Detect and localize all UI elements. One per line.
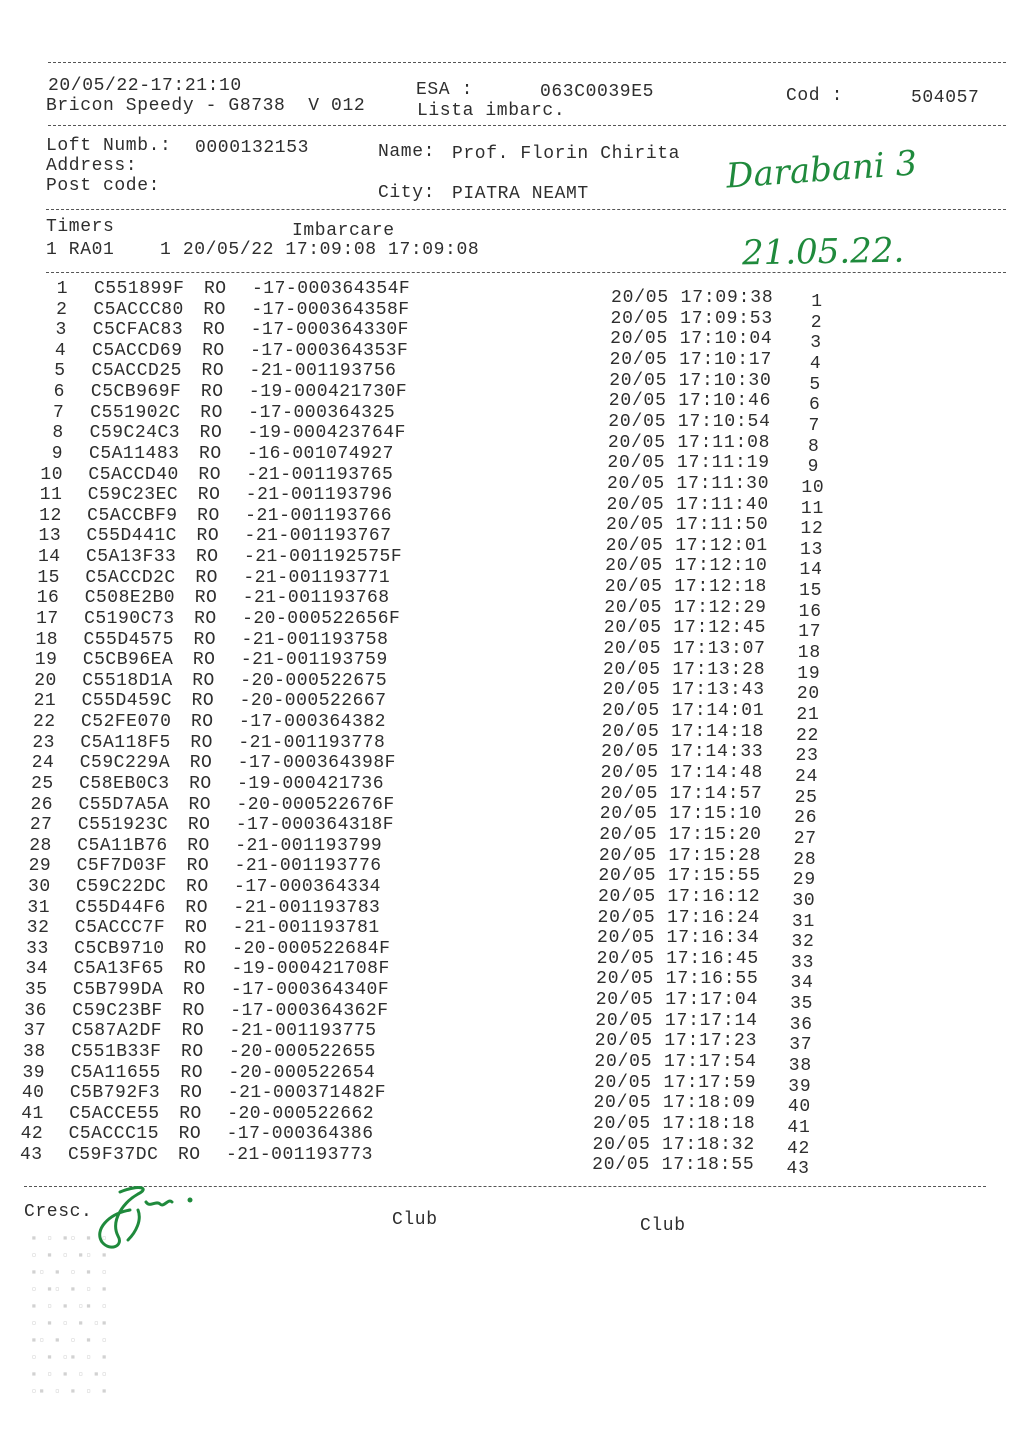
chip-code: C5ACCC80 (93, 299, 184, 320)
country-code: RO (189, 773, 212, 794)
owner-name: Prof. Florin Chirita (452, 144, 681, 164)
country-code: RO (197, 505, 220, 526)
arrival-time: 20/05 17:14:48 (600, 762, 764, 783)
owner-rule (46, 209, 1006, 210)
pigeon-number: 8 (52, 423, 64, 444)
arrival-time: 20/05 17:16:45 (596, 948, 760, 969)
ring-number: -17-000364358F (251, 299, 410, 320)
ring-number: -21-001193796 (245, 485, 393, 506)
chip-code: C59C23BF (72, 1000, 163, 1021)
country-code: RO (179, 1083, 203, 1104)
chip-code: C5A11655 (70, 1062, 161, 1083)
pigeon-number: 43 (19, 1145, 43, 1166)
arrival-rank: 16 (798, 601, 822, 622)
pigeon-number: 37 (23, 1021, 47, 1042)
chip-code: C5B792F3 (69, 1083, 161, 1104)
arrival-rank: 24 (795, 766, 819, 787)
ring-number: -19-000421736 (237, 773, 385, 794)
ring-number: -20-000522676F (236, 794, 395, 815)
arrival-rank: 38 (788, 1056, 812, 1077)
arrival-rank: 31 (791, 911, 816, 932)
country-code: RO (192, 650, 216, 671)
arrival-time: 20/05 17:15:10 (599, 804, 763, 825)
country-code: RO (182, 1000, 205, 1021)
handwritten-date: 21.05.22. (741, 230, 905, 274)
imbarcare-label: Imbarcare (292, 221, 395, 241)
arrival-rank: 11 (800, 498, 825, 519)
pigeon-number: 21 (33, 691, 57, 712)
country-code: RO (185, 897, 208, 918)
arrival-time: 20/05 17:14:01 (602, 701, 765, 721)
post-code-label: Post code: (46, 176, 161, 196)
pigeon-number: 25 (31, 773, 54, 794)
chip-code: C55D441C (86, 526, 177, 547)
arrival-rank: 17 (798, 622, 822, 643)
ring-number: -21-001193775 (229, 1021, 377, 1042)
chip-code: C55D459C (81, 691, 173, 712)
pigeon-number: 22 (32, 712, 56, 733)
pigeon-number: 14 (37, 547, 61, 568)
arrival-time: 20/05 17:15:20 (599, 824, 762, 845)
ring-number: -19-000421730F (248, 382, 408, 403)
pigeon-number: 12 (39, 505, 62, 526)
ring-number: -17-000364353F (250, 340, 409, 361)
pigeon-number: 41 (21, 1103, 44, 1124)
loft-number-label: Loft Numb.: (46, 136, 172, 156)
ring-number: -21-001193781 (232, 918, 380, 939)
chip-code: C508E2B0 (84, 588, 176, 609)
chip-code: C587A2DF (71, 1021, 163, 1042)
ring-number: -17-000364398F (237, 753, 396, 774)
chip-code: C5A13F65 (73, 959, 164, 980)
pigeon-number: 19 (34, 650, 58, 671)
arrival-time: 20/05 17:12:29 (604, 597, 767, 618)
ring-number: -21-001193766 (245, 505, 393, 526)
city-label: City: (378, 183, 436, 203)
arrival-time: 20/05 17:10:17 (609, 349, 773, 370)
name-label: Name: (378, 142, 436, 162)
pigeon-number: 34 (25, 959, 49, 980)
arrival-rank: 37 (789, 1035, 813, 1056)
arrival-time: 20/05 17:09:53 (610, 308, 773, 329)
ring-number: -21-001193783 (233, 897, 381, 918)
chip-code: C59C22DC (76, 876, 167, 897)
ring-number: -17-000364362F (230, 1000, 389, 1021)
chip-code: C58EB0C3 (79, 773, 170, 794)
country-code: RO (190, 712, 214, 733)
pigeon-number: 28 (29, 835, 52, 856)
arrival-time: 20/05 17:12:10 (605, 556, 768, 577)
cod-label: Cod : (786, 86, 844, 106)
ring-number: -17-000364325 (248, 402, 396, 423)
arrival-rank: 12 (800, 519, 824, 540)
club-label-1: Club (392, 1210, 438, 1230)
country-code: RO (178, 1124, 202, 1145)
chip-code: C551902C (90, 402, 181, 423)
ring-number: -21-001193768 (242, 588, 390, 609)
header-rule (48, 125, 1006, 126)
arrival-rank: 13 (799, 539, 824, 560)
country-code: RO (181, 1021, 205, 1042)
arrival-time: 20/05 17:17:54 (594, 1052, 757, 1073)
faint-bleed-through: ▪ ▫ ▪▫ ▪ ▫ ▫ ▪ ▫ ▪▫ ▪ ▪▫ ▪ ▫ ▪ ▫ ▫ ▪▫ ▪ ▫ ▪ ▪ ▫ ▪ ▫▪ ▫ ▫ ▪ ▫ ▪ ▫▪ ▪▫ ▪ ▫ ▪ ▫ ▫ ▪ ▫▪ ▫ ▪ ▪ ▫ ▪ ▫ ▪▫ ▫▪ ▫ ▪ ▫ ▪ (30, 1231, 109, 1399)
chip-code: C59C24C3 (89, 423, 181, 444)
pigeon-number: 26 (30, 794, 54, 815)
pigeon-number: 33 (26, 938, 49, 959)
club-label-2: Club (640, 1216, 686, 1236)
ring-number: -20-000522667 (239, 691, 387, 712)
ring-number: -16-001074927 (247, 443, 394, 464)
country-code: RO (187, 815, 211, 836)
arrival-time: 20/05 17:17:59 (593, 1072, 757, 1093)
arrival-time: 20/05 17:14:18 (601, 721, 764, 742)
arrival-time: 20/05 17:16:55 (596, 969, 759, 990)
country-code: RO (195, 567, 218, 588)
chip-code: C5A13F33 (85, 547, 177, 568)
chip-code: C5518D1A (82, 670, 173, 691)
arrival-time: 20/05 17:11:08 (607, 432, 771, 453)
pigeon-number: 20 (34, 670, 57, 691)
arrival-rank: 34 (790, 973, 814, 994)
country-code: RO (196, 526, 220, 547)
country-code: RO (202, 340, 225, 361)
list-top-rule (46, 272, 1006, 273)
top-rule (48, 62, 1006, 63)
country-code: RO (180, 1062, 204, 1083)
country-code: RO (198, 464, 222, 485)
pigeon-number: 39 (22, 1062, 46, 1083)
arrival-time: 20/05 17:18:55 (592, 1155, 755, 1176)
ring-number: -21-001193773 (225, 1145, 373, 1166)
arrival-rank: 27 (793, 828, 817, 849)
arrival-rank: 39 (788, 1076, 812, 1097)
ring-number: -20-000522655 (229, 1041, 376, 1062)
pigeon-number: 9 (51, 443, 64, 464)
chip-code: C5CB96EA (82, 650, 174, 671)
ring-number: -19-000421708F (231, 959, 390, 980)
country-code: RO (195, 547, 219, 568)
arrival-time: 20/05 17:10:46 (608, 391, 772, 412)
pigeon-number: 5 (54, 361, 66, 382)
country-code: RO (199, 423, 223, 444)
arrival-time: 20/05 17:13:43 (602, 680, 765, 701)
arrival-time: 20/05 17:16:34 (597, 928, 760, 949)
country-code: RO (177, 1145, 201, 1166)
chip-code: C55D4575 (83, 629, 174, 650)
country-code: RO (188, 794, 212, 815)
arrival-rank: 15 (799, 581, 823, 602)
pigeon-number: 18 (35, 629, 59, 650)
ring-number: -21-001193799 (235, 835, 383, 856)
chip-code: C5CB969F (90, 382, 182, 403)
country-code: RO (189, 753, 213, 774)
pigeon-number: 23 (32, 732, 55, 753)
arrival-time: 20/05 17:15:28 (598, 845, 762, 866)
esa-value: 063C0039E5 (540, 82, 655, 102)
country-code: RO (191, 691, 215, 712)
ring-number: -21-000371482F (227, 1083, 387, 1104)
arrival-rank: 42 (786, 1138, 811, 1159)
arrival-time: 20/05 17:17:14 (595, 1010, 758, 1031)
country-code: RO (187, 835, 210, 856)
arrival-time: 20/05 17:18:18 (593, 1114, 756, 1134)
arrival-rank: 33 (790, 952, 815, 973)
arrival-rank: 9 (807, 457, 820, 478)
loft-number-value: 0000132153 (195, 138, 310, 158)
pigeon-number: 40 (21, 1083, 45, 1104)
chip-code: C551923C (77, 815, 169, 836)
ring-number: -20-000522654 (228, 1062, 376, 1083)
country-code: RO (200, 382, 224, 403)
ring-number: -17-000364340F (230, 980, 390, 1001)
arrival-rank: 29 (792, 870, 816, 891)
arrival-rank: 3 (810, 333, 822, 354)
arrival-rank: 4 (809, 353, 822, 374)
arrival-time: 20/05 17:17:04 (595, 990, 759, 1011)
pigeon-number: 35 (24, 980, 48, 1001)
arrival-rank: 41 (787, 1118, 811, 1138)
pigeon-number: 38 (23, 1041, 46, 1062)
pigeon-number: 13 (38, 526, 62, 547)
arrival-rank: 25 (794, 787, 818, 808)
pigeon-number: 11 (39, 485, 63, 506)
arrival-time: 20/05 17:14:33 (601, 742, 764, 763)
arrival-time: 20/05 17:10:54 (608, 411, 771, 432)
arrival-time: 20/05 17:11:40 (606, 494, 769, 515)
chip-code: C5CFAC83 (92, 320, 184, 341)
arrival-rank: 1 (811, 292, 823, 312)
arrival-time: 20/05 17:17:23 (594, 1031, 758, 1052)
ring-number: -20-000522662 (227, 1103, 375, 1124)
country-code: RO (203, 299, 226, 320)
arrival-rank: 2 (810, 312, 823, 333)
pigeon-number: 15 (37, 567, 60, 588)
arrival-time: 20/05 17:15:55 (598, 866, 761, 887)
arrival-time: 20/05 17:10:04 (610, 329, 773, 350)
chip-code: C59C229A (79, 753, 171, 774)
arrival-time: 20/05 17:11:50 (606, 515, 769, 536)
arrival-time: 20/05 17:16:24 (597, 907, 760, 928)
country-code: RO (182, 980, 206, 1001)
chip-code: C5ACCC7F (74, 918, 166, 939)
pigeon-number: 6 (53, 382, 65, 403)
chip-code: C5A11B76 (77, 835, 168, 856)
pigeon-number: 4 (54, 340, 67, 361)
country-code: RO (199, 443, 222, 464)
print-datetime: 20/05/22-17:21:10 (48, 76, 242, 96)
ring-number: -17-000364318F (235, 815, 395, 836)
address-label: Address: (46, 156, 138, 176)
city-value: PIATRA NEAMT (452, 184, 589, 204)
arrival-rank: 19 (797, 663, 821, 684)
arrival-rank: 35 (790, 994, 814, 1015)
pigeon-number: 1 (56, 279, 68, 299)
arrival-time: 20/05 17:09:38 (611, 288, 774, 308)
timers-label: Timers (46, 217, 115, 237)
pigeon-number: 27 (29, 815, 53, 836)
pigeon-number: 17 (36, 608, 59, 629)
pigeon-number: 7 (52, 402, 65, 423)
ring-number: -17-000364334 (234, 876, 381, 897)
pigeon-number: 2 (56, 299, 68, 320)
arrival-rank: 14 (799, 560, 823, 581)
ring-number: -20-000522675 (240, 670, 388, 691)
arrival-rank: 21 (796, 705, 820, 725)
country-code: RO (192, 670, 215, 691)
chip-code: C5ACCD40 (88, 464, 179, 485)
chip-code: C551B33F (71, 1041, 162, 1062)
timer-entry: 1 RA01 1 20/05/22 17:09:08 17:09:08 (46, 240, 480, 260)
country-code: RO (194, 608, 217, 629)
arrival-rank: 10 (801, 477, 825, 498)
chip-code: C59C23EC (87, 485, 179, 506)
pigeon-number: 10 (40, 464, 64, 485)
chip-code: C52FE070 (80, 712, 172, 733)
country-code: RO (202, 320, 226, 341)
arrival-time: 20/05 17:13:28 (602, 659, 766, 680)
arrival-time: 20/05 17:12:45 (603, 618, 767, 639)
arrival-rank: 23 (795, 746, 819, 767)
arrival-rank: 8 (808, 436, 820, 457)
cod-value: 504057 (911, 88, 980, 108)
chip-code: C5ACCD69 (92, 340, 183, 361)
ring-number: -21-001193778 (238, 732, 386, 753)
ring-number: -17-000364330F (250, 320, 409, 341)
arrival-time: 20/05 17:10:30 (609, 370, 772, 391)
chip-code: C59F37DC (67, 1145, 159, 1166)
chip-code: C5B799DA (72, 980, 164, 1001)
country-code: RO (197, 485, 221, 506)
pigeon-number: 36 (24, 1000, 47, 1021)
arrival-rank: 26 (794, 808, 818, 829)
arrival-time: 20/05 17:12:18 (604, 577, 768, 598)
arrival-time: 20/05 17:18:32 (592, 1134, 755, 1155)
arrival-rank: 32 (791, 932, 815, 953)
arrival-time: 20/05 17:18:09 (593, 1093, 756, 1114)
pigeon-number: 29 (28, 856, 52, 877)
arrival-rank: 30 (792, 890, 816, 911)
ring-number: -21-001193758 (241, 629, 389, 650)
chip-code: C551899F (94, 279, 185, 299)
arrival-time: 20/05 17:14:57 (600, 783, 763, 804)
list-title: Lista imbarc. (417, 101, 566, 121)
pigeon-number: 16 (36, 588, 60, 609)
ring-number: -17-000364382 (238, 712, 386, 733)
arrival-time: 20/05 17:13:07 (603, 639, 766, 660)
country-code: RO (186, 876, 209, 897)
country-code: RO (194, 588, 218, 609)
chip-code: C5F7D03F (76, 856, 168, 877)
country-code: RO (179, 1103, 202, 1124)
device-model: Bricon Speedy - G8738 V 012 (46, 96, 366, 116)
country-code: RO (193, 629, 217, 650)
chip-code: C5ACCC15 (68, 1124, 159, 1145)
handwritten-location: Darabani 3 (724, 143, 919, 197)
country-code: RO (184, 938, 207, 959)
arrival-rank: 43 (786, 1159, 810, 1180)
arrival-rank: 36 (789, 1014, 813, 1035)
arrival-time: 20/05 17:16:12 (597, 886, 761, 907)
pigeon-number: 24 (31, 753, 55, 774)
chip-code: C5ACCD25 (91, 361, 182, 382)
arrival-time: 20/05 17:12:01 (605, 535, 769, 556)
country-code: RO (200, 402, 223, 423)
arrival-rank: 40 (787, 1097, 812, 1118)
ring-number: -19-000423764F (247, 423, 406, 444)
ring-number: -21-001193756 (249, 361, 397, 382)
chip-code: C55D7A5A (78, 794, 169, 815)
pigeon-number: 32 (26, 918, 50, 939)
arrival-rank: 28 (793, 849, 817, 870)
country-code: RO (204, 279, 227, 299)
pigeon-number: 3 (55, 320, 67, 341)
ring-number: -17-000364386 (226, 1124, 374, 1145)
arrival-time: 20/05 17:11:30 (606, 473, 770, 494)
arrival-rank: 22 (795, 725, 820, 746)
arrival-rank: 5 (809, 374, 821, 395)
chip-code: C5190C73 (84, 608, 175, 629)
chip-code: C5ACCE55 (69, 1103, 160, 1124)
country-code: RO (183, 959, 207, 980)
country-code: RO (190, 732, 213, 753)
arrival-rank: 18 (797, 643, 821, 664)
chip-code: C55D44F6 (75, 897, 166, 918)
country-code: RO (201, 361, 225, 382)
arrival-time: 20/05 17:11:19 (607, 453, 770, 474)
ring-number: -20-000522656F (242, 608, 401, 629)
chip-code: C5ACCD2C (85, 567, 176, 588)
country-code: RO (186, 856, 210, 877)
chip-code: C5A118F5 (80, 732, 171, 753)
chip-code: C5ACCBF9 (87, 505, 178, 526)
pigeon-number: 30 (28, 876, 51, 897)
ring-number: -21-001193771 (243, 567, 391, 588)
country-code: RO (184, 918, 208, 939)
country-code: RO (181, 1041, 204, 1062)
pigeon-number: 42 (20, 1124, 44, 1145)
ring-number: -21-001193765 (246, 464, 394, 485)
arrival-rank: 20 (796, 684, 821, 705)
ring-number: -21-001193759 (240, 650, 388, 671)
cresc-label: Cresc. (24, 1202, 93, 1222)
ring-number: -21-001192575F (243, 547, 403, 568)
ring-number: -20-000522684F (232, 938, 391, 959)
chip-code: C5A11483 (89, 443, 180, 464)
esa-label: ESA : (416, 80, 474, 100)
chip-code: C5CB9710 (74, 938, 165, 959)
ring-number: -17-000364354F (252, 279, 411, 299)
arrival-rank: 7 (808, 415, 821, 436)
ring-number: -21-001193767 (244, 526, 392, 547)
ring-number: -21-001193776 (234, 856, 382, 877)
arrival-rank: 6 (808, 395, 821, 416)
pigeon-number: 31 (27, 897, 50, 918)
